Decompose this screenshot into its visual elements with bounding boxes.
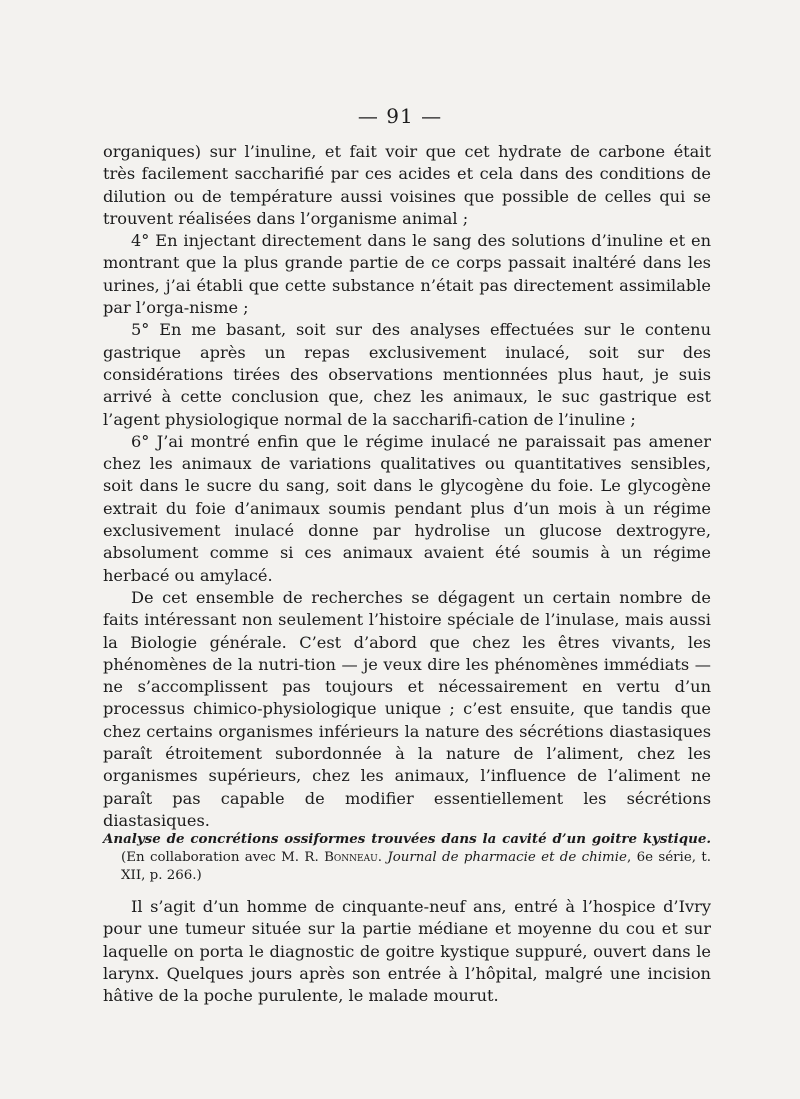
reference-collaboration: (En collaboration avec M. R.: [121, 850, 319, 865]
paragraph-3: 5° En me basant, soit sur des analyses effectuées sur le contenu gastrique après un repas exclusivement inulacé, soit sur des considérations tirées des observations mentionnées plus haut, je suis arrivé à cette conclusion que, chez les animaux, le suc gastrique est l’agent physiologique normal de la saccharifi-cation de l’inuline ;: [103, 320, 711, 429]
tail-text-block: [103, 896, 711, 1007]
bibliographic-reference: [103, 830, 711, 885]
reference-entry: Analyse de concrétions ossiformes trouvées dans la cavité d’un goitre kystique. (En collaboration avec M. R. Bonneau. Journal de pharmacie et de chimie, 6e série, t. XII, p. 266.): [103, 831, 711, 883]
paragraph-4: 6° J’ai montré enfin que le régime inulacé ne paraissait pas amener chez les animaux de variations qualitatives ou quantitatives sensibles, soit dans le sucre du sang, soit dans le glycogène du foie. Le glycogène extrait du foie d’animaux soumis pendant plus d’un mois à un régime exclusivement inulacé donne par hydrolise un glucose dextrogyre, absolument comme si ces animaux avaient été soumis à un régime herbacé ou amylacé.: [103, 431, 711, 585]
paragraph-1: organiques) sur l’inuline, et fait voir que cet hydrate de carbone était très facilement saccharifié par ces acides et cela dans des conditions de dilution ou de température aussi voisines que possible de celles qui se trouvent réalisées dans l’organisme animal ;: [103, 142, 711, 228]
paragraph-6: Il s’agit d’un homme de cinquante-neuf ans, entré à l’hospice d’Ivry pour une tumeur située sur la partie médiane et moyenne du cou et sur laquelle on porta le diagnostic de goitre kystique suppuré, ouvert dans le larynx. Quelques jours après son entrée à l’hôpital, malgré une incision hâtive de la poche purulente, le malade mourut.: [103, 897, 711, 1006]
paragraph-5: De cet ensemble de recherches se dégagent un certain nombre de faits intéressant non seulement l’histoire spéciale de l’inulase, mais aussi la Biologie générale. C’est d’abord que chez les êtres vivants, les phénomènes de la nutri-tion — je veux dire les phénomènes immédiats — ne s’accomplissent pas toujours et nécessairement en vertu d’un processus chimico-physiologique unique ; c’est ensuite, que tandis que chez certains organismes inférieurs la nature des sécrétions diastasiques paraît étroitement subordonnée à la nature de l’aliment, chez les organismes supérieurs, chez les animaux, l’influence de l’aliment ne paraît pas capable de modifier essentiellement les sécrétions diastasiques.: [103, 587, 711, 830]
reference-details: , 6e série, t. XII, p. 266.): [121, 850, 711, 883]
reference-journal: Journal de pharmacie et de chimie: [387, 850, 627, 865]
reference-title: Analyse de concrétions ossiformes trouvées dans la cavité d’un goitre kystique.: [103, 831, 711, 847]
main-text-block: [103, 141, 711, 832]
page-number: — 91 —: [357, 104, 443, 128]
reference-collaborator: Bonneau: [324, 850, 378, 865]
paragraph-2: 4° En injectant directement dans le sang des solutions d’inuline et en montrant que la plus grande partie de ce corps passait inaltéré dans les urines, j’ai établi que cette substance n’était pas directement assimilable par l’orga-nisme ;: [103, 231, 711, 318]
